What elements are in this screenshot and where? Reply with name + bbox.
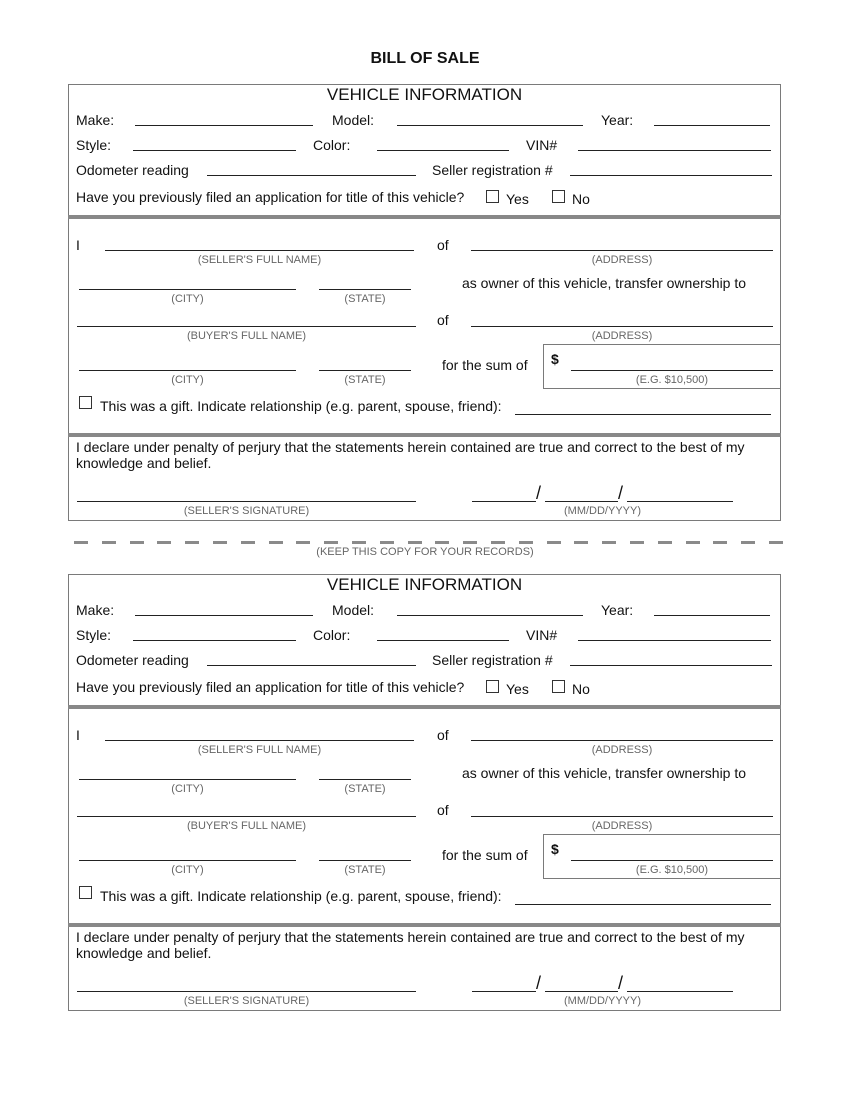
date-day-field[interactable]	[545, 501, 618, 502]
yes-checkbox[interactable]	[486, 190, 499, 203]
make-field[interactable]	[135, 615, 313, 616]
date-day-field[interactable]	[545, 991, 618, 992]
buyer-name-caption: (BUYER'S FULL NAME)	[186, 330, 307, 342]
year-field[interactable]	[654, 125, 770, 126]
seller-state-field[interactable]	[319, 779, 411, 780]
date-month-field[interactable]	[472, 991, 536, 992]
of-label: of	[437, 727, 449, 743]
odometer-field[interactable]	[207, 665, 416, 666]
buyer-name-caption: (BUYER'S FULL NAME)	[186, 820, 307, 832]
buyer-address-caption: (ADDRESS)	[591, 330, 653, 342]
owner-transfer-text: as owner of this vehicle, transfer ownership to	[462, 275, 747, 291]
buyer-state-caption: (STATE)	[344, 864, 386, 876]
buyer-name-field[interactable]	[77, 326, 416, 327]
year-field[interactable]	[654, 615, 770, 616]
sum-label: for the sum of	[442, 847, 528, 863]
section-divider	[68, 433, 781, 437]
seller-registration-field[interactable]	[570, 175, 772, 176]
bill-of-sale-copy-original	[0, 50, 850, 517]
buyer-city-caption: (CITY)	[171, 374, 204, 386]
make-label: Make:	[76, 112, 115, 128]
vin-field[interactable]	[578, 640, 771, 641]
color-field[interactable]	[377, 150, 509, 151]
amount-caption: (E.G. $10,500)	[635, 374, 709, 386]
i-label: I	[76, 727, 80, 743]
seller-city-caption: (CITY)	[171, 783, 204, 795]
date-slash: /	[536, 483, 542, 503]
no-checkbox[interactable]	[552, 190, 565, 203]
filed-question: Have you previously filed an application for title of this vehicle?	[76, 189, 465, 205]
bill-of-sale-copy-records	[0, 540, 850, 1007]
gift-text: This was a gift. Indicate relationship (e.g. parent, spouse, friend):	[100, 888, 502, 904]
seller-city-field[interactable]	[79, 779, 296, 780]
seller-signature-caption: (SELLER'S SIGNATURE)	[183, 995, 310, 1007]
vin-label: VIN#	[526, 627, 558, 643]
declaration-text: I declare under penalty of perjury that the statements herein contained are true and correct to the best of my knowledge and belief.	[76, 439, 745, 471]
buyer-city-field[interactable]	[79, 860, 296, 861]
buyer-state-caption: (STATE)	[344, 374, 386, 386]
dollar-sign: $	[551, 351, 559, 367]
odometer-label: Odometer reading	[76, 652, 189, 668]
odometer-label: Odometer reading	[76, 162, 189, 178]
buyer-name-field[interactable]	[77, 816, 416, 817]
sum-label: for the sum of	[442, 357, 528, 373]
date-caption: (MM/DD/YYYY)	[564, 995, 641, 1007]
seller-signature-field[interactable]	[77, 501, 416, 502]
no-label: No	[572, 191, 590, 207]
color-label: Color:	[313, 137, 351, 153]
seller-city-field[interactable]	[79, 289, 296, 290]
yes-label: Yes	[506, 681, 529, 697]
seller-signature-field[interactable]	[77, 991, 416, 992]
no-checkbox[interactable]	[552, 680, 565, 693]
style-field[interactable]	[133, 640, 296, 641]
amount-field[interactable]	[571, 370, 773, 371]
section-title: VEHICLE INFORMATION	[326, 85, 523, 104]
year-label: Year:	[601, 602, 634, 618]
style-label: Style:	[76, 137, 112, 153]
style-field[interactable]	[133, 150, 296, 151]
buyer-address-caption: (ADDRESS)	[591, 820, 653, 832]
of-label: of	[437, 802, 449, 818]
buyer-city-field[interactable]	[79, 370, 296, 371]
section-title: VEHICLE INFORMATION	[326, 575, 523, 594]
seller-registration-label: Seller registration #	[432, 652, 553, 668]
no-label: No	[572, 681, 590, 697]
buyer-state-field[interactable]	[319, 370, 411, 371]
of-label: of	[437, 312, 449, 328]
make-label: Make:	[76, 602, 115, 618]
color-field[interactable]	[377, 640, 509, 641]
odometer-field[interactable]	[207, 175, 416, 176]
keep-copy-note: (KEEP THIS COPY FOR YOUR RECORDS)	[316, 546, 534, 558]
seller-name-caption: (SELLER'S FULL NAME)	[197, 744, 322, 756]
vin-label: VIN#	[526, 137, 558, 153]
buyer-state-field[interactable]	[319, 860, 411, 861]
gift-relationship-field[interactable]	[515, 904, 771, 905]
gift-relationship-field[interactable]	[515, 414, 771, 415]
of-label: of	[437, 237, 449, 253]
gift-checkbox[interactable]	[79, 886, 92, 899]
vin-field[interactable]	[578, 150, 771, 151]
gift-checkbox[interactable]	[79, 396, 92, 409]
seller-state-field[interactable]	[319, 289, 411, 290]
seller-address-field[interactable]	[471, 250, 773, 251]
style-label: Style:	[76, 627, 112, 643]
seller-state-caption: (STATE)	[344, 783, 386, 795]
model-field[interactable]	[397, 615, 583, 616]
date-slash: /	[618, 973, 624, 993]
section-divider	[68, 705, 781, 709]
seller-state-caption: (STATE)	[344, 293, 386, 305]
buyer-city-caption: (CITY)	[171, 864, 204, 876]
date-year-field[interactable]	[627, 501, 733, 502]
date-month-field[interactable]	[472, 501, 536, 502]
section-divider	[68, 215, 781, 219]
model-field[interactable]	[397, 125, 583, 126]
seller-address-caption: (ADDRESS)	[591, 254, 653, 266]
seller-registration-label: Seller registration #	[432, 162, 553, 178]
filed-question: Have you previously filed an application for title of this vehicle?	[76, 679, 465, 695]
buyer-address-field[interactable]	[471, 816, 773, 817]
seller-signature-caption: (SELLER'S SIGNATURE)	[183, 505, 310, 517]
model-label: Model:	[332, 602, 375, 618]
model-label: Model:	[332, 112, 375, 128]
date-caption: (MM/DD/YYYY)	[564, 505, 641, 517]
date-slash: /	[618, 483, 624, 503]
seller-address-caption: (ADDRESS)	[591, 744, 653, 756]
color-label: Color:	[313, 627, 351, 643]
amount-field[interactable]	[571, 860, 773, 861]
dollar-sign: $	[551, 841, 559, 857]
i-label: I	[76, 237, 80, 253]
declaration-text: I declare under penalty of perjury that the statements herein contained are true and correct to the best of my knowledge and belief.	[76, 929, 745, 961]
yes-checkbox[interactable]	[486, 680, 499, 693]
year-label: Year:	[601, 112, 634, 128]
date-year-field[interactable]	[627, 991, 733, 992]
gift-text: This was a gift. Indicate relationship (e.g. parent, spouse, friend):	[100, 398, 502, 414]
seller-name-field[interactable]	[105, 250, 414, 251]
document-title: BILL OF SALE	[370, 50, 480, 67]
make-field[interactable]	[135, 125, 313, 126]
seller-city-caption: (CITY)	[171, 293, 204, 305]
owner-transfer-text: as owner of this vehicle, transfer ownership to	[462, 765, 747, 781]
seller-address-field[interactable]	[471, 740, 773, 741]
seller-name-field[interactable]	[105, 740, 414, 741]
seller-registration-field[interactable]	[570, 665, 772, 666]
amount-caption: (E.G. $10,500)	[635, 864, 709, 876]
seller-name-caption: (SELLER'S FULL NAME)	[197, 254, 322, 266]
section-divider	[68, 923, 781, 927]
date-slash: /	[536, 973, 542, 993]
yes-label: Yes	[506, 191, 529, 207]
buyer-address-field[interactable]	[471, 326, 773, 327]
